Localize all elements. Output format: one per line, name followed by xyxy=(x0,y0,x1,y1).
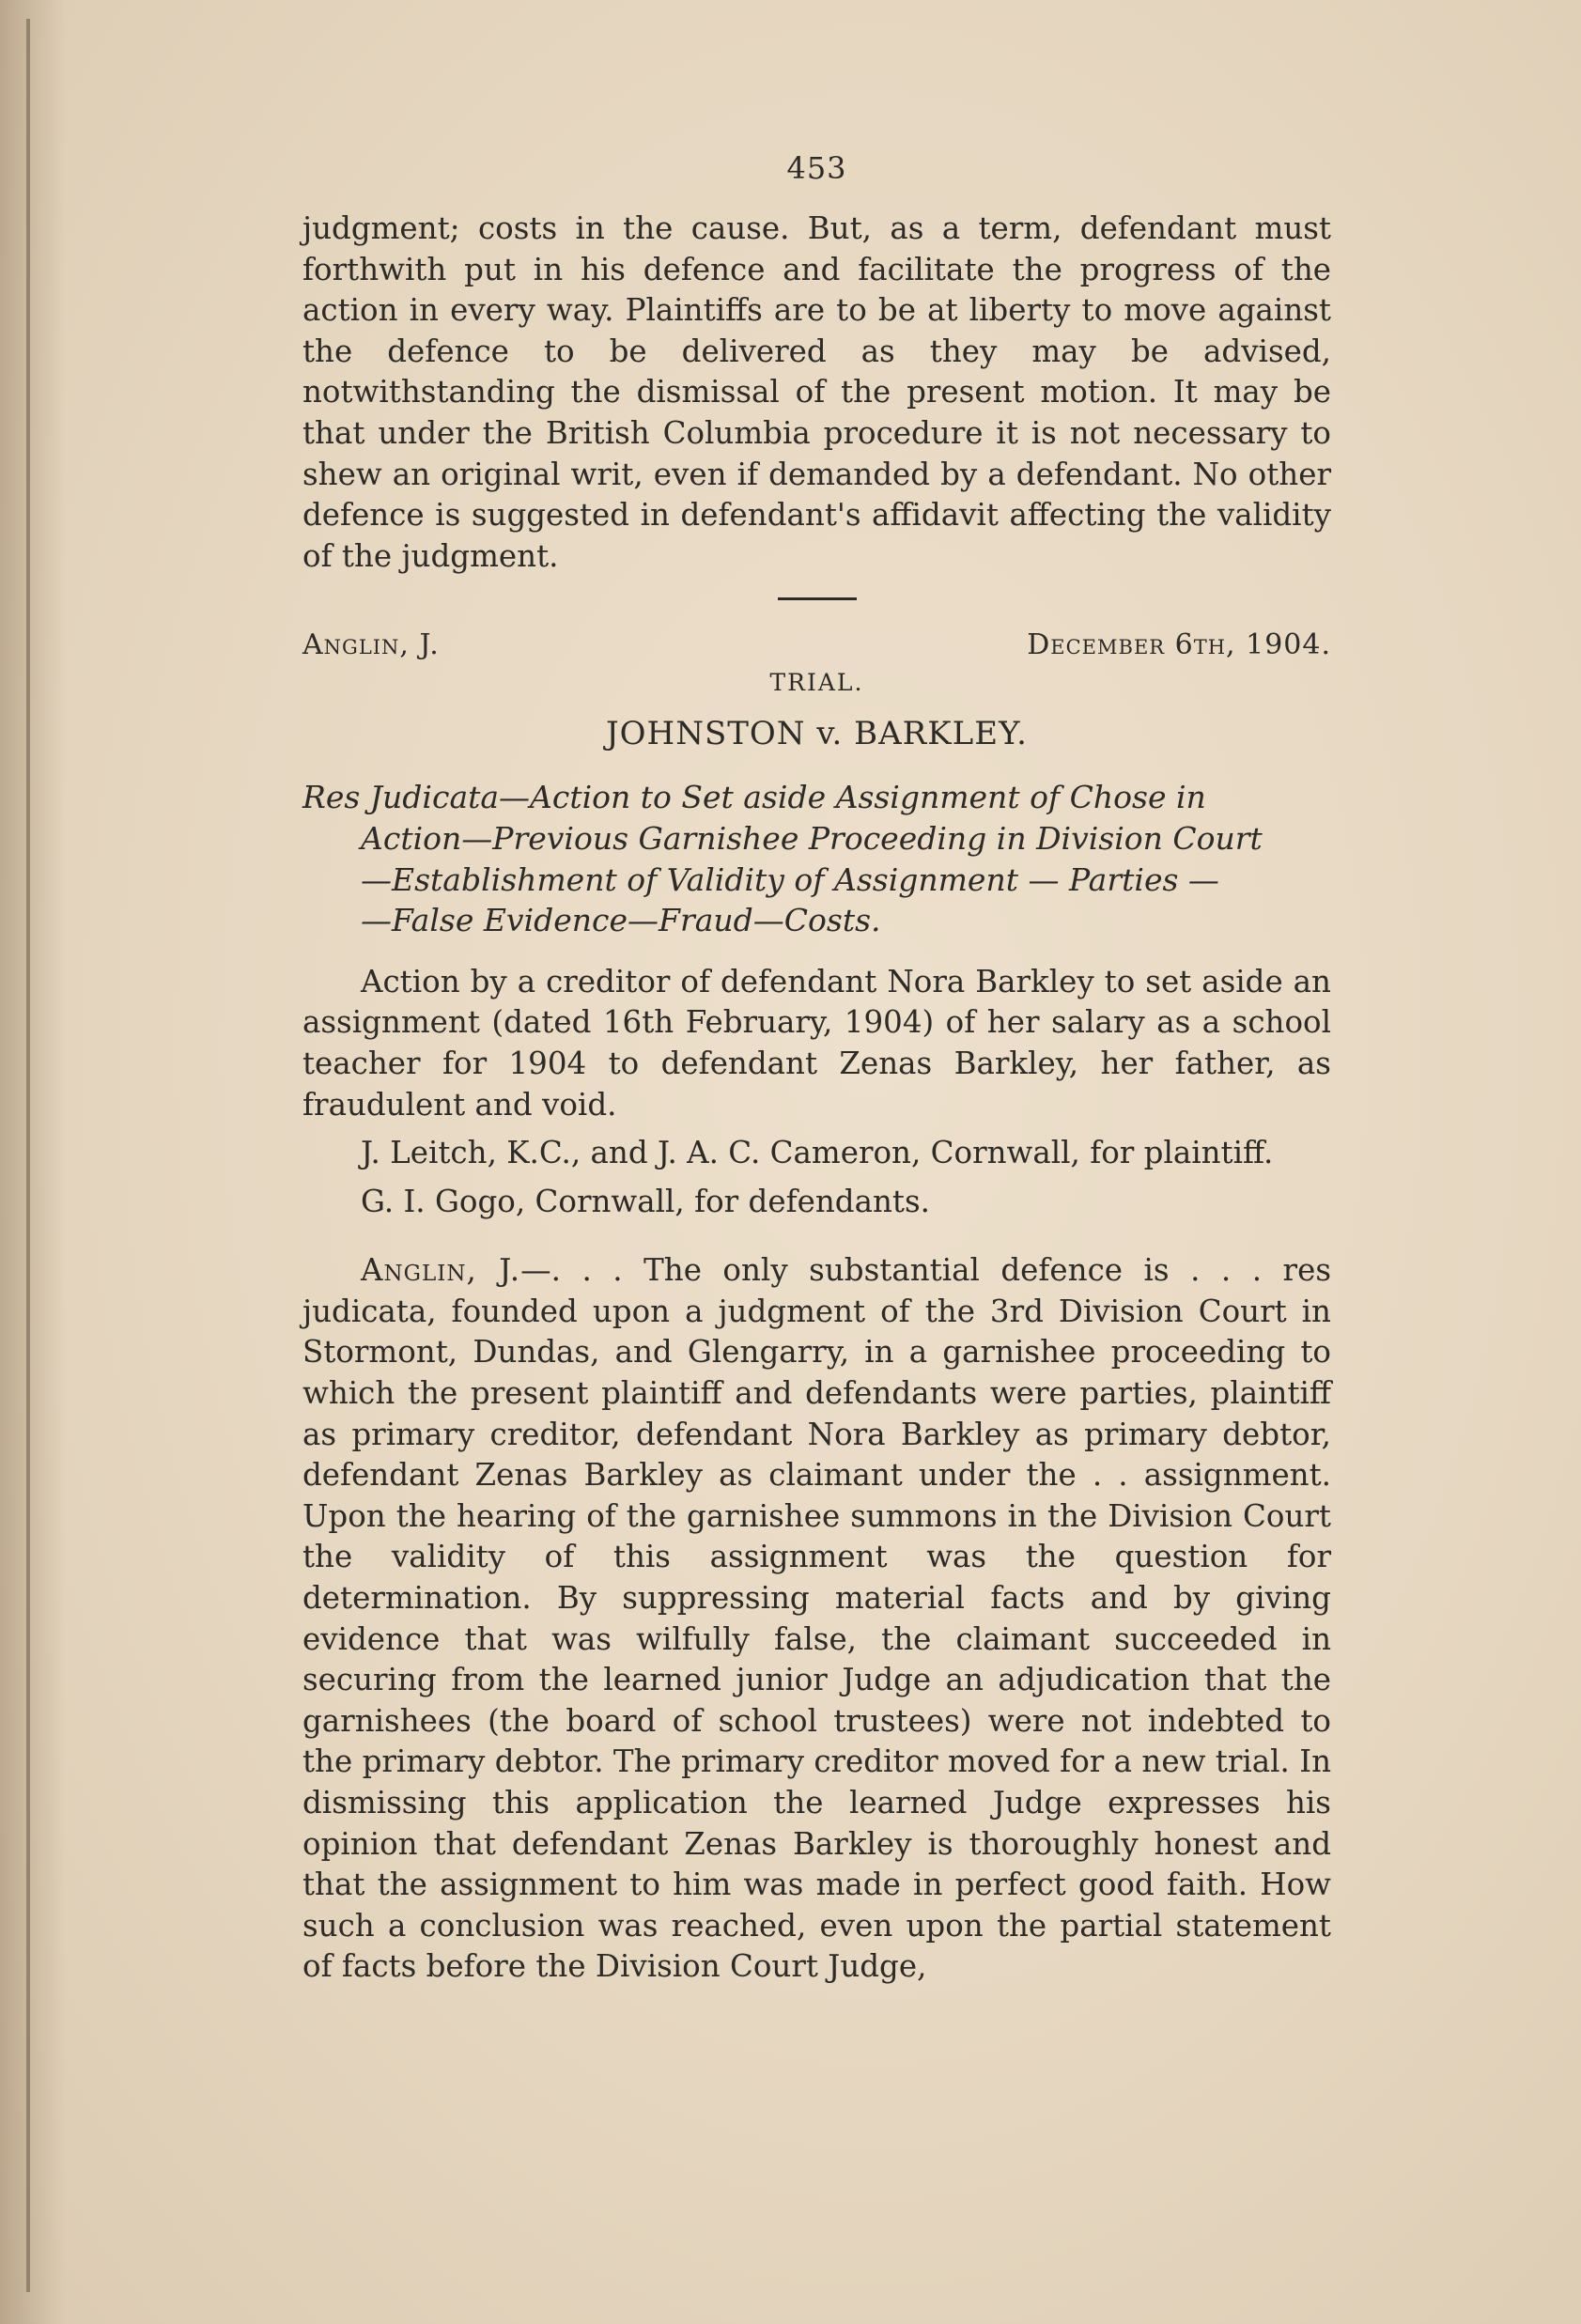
page-binding-edge xyxy=(26,19,30,2292)
judge-name: Anglin, J. xyxy=(302,628,440,662)
page-number: 453 xyxy=(786,150,847,186)
document-page xyxy=(302,150,1331,1988)
headnote xyxy=(302,777,1331,940)
case-title: JOHNSTON v. BARKLEY. xyxy=(606,715,1028,753)
headnote-line: Action—Previous Garnishee Proceeding in Division Court xyxy=(361,819,1263,857)
counsel-plaintiff: J. Leitch, K.C., and J. A. C. Cameron, Cornwall, for plaintiff. xyxy=(361,1135,1274,1171)
case-meta-row xyxy=(302,628,1331,661)
case-summary: Action by a creditor of defendant Nora Barkley to set aside an assignment (dated 16th February, 1904) of her salary as a school teacher for 1904 to defendant Zenas Barkley, her father, as fraudulent and void. xyxy=(302,963,1331,1123)
headnote-line: —False Evidence—Fraud—Costs. xyxy=(361,902,881,939)
opinion-judge: Anglin, J. xyxy=(361,1252,521,1289)
headnote-line: Res Judicata—Action to Set aside Assignment of Chose in xyxy=(302,779,1206,816)
case-type: TRIAL. xyxy=(769,669,864,697)
opinion-paragraph xyxy=(302,1250,1331,1988)
opinion-text: —. . . The only substantial defence is . . . res judicata, founded upon a judgment of the 3rd Division Court in Stormont, Dundas, and Glengarry, in a garnishee proceeding to which the present plaintiff and defendants were parties, plaintiff as primary creditor, defendant Nora Barkley as primary debtor, defendant Zenas Barkley as claimant under the . . assignment. Upon the hearing of the garnishee summons in the Division Court the validity of this assignment was the question for determination. By suppressing material facts and by giving evidence that was wilfully false, the claimant succeeded in securing from the learned junior Judge an adjudication that the garnishees (the board of school trustees) were not indebted to the primary debtor. The primary creditor moved for a new trial. In dismissing this application the learned Judge expresses his opinion that defendant Zenas Barkley is thoroughly honest and that the assignment to him was made in perfect good faith. How such a conclusion was reached, even upon the partial statement of facts before the Division Court Judge, xyxy=(302,1252,1332,1985)
case-date: December 6th, 1904. xyxy=(1027,628,1331,662)
page-binding-shadow xyxy=(0,0,66,2324)
headnote-line: —Establishment of Validity of Assignment — Parties — xyxy=(361,860,1219,898)
continuation-paragraph: judgment; costs in the cause. But, as a term, defendant must forthwith put in his defence and facilitate the progress of the action in every way. Plaintiffs are to be at liberty to move against the defence to be delivered as they may be advised, notwithstanding the dismissal of the present motion. It may be that under the British Columbia procedure it is not necessary to shew an original writ, even if demanded by a defendant. No other defence is suggested in defendant's affidavit affecting the validity of the judgment. xyxy=(302,210,1331,574)
counsel-defendants: G. I. Gogo, Cornwall, for defendants. xyxy=(361,1183,930,1219)
section-divider xyxy=(778,597,857,600)
